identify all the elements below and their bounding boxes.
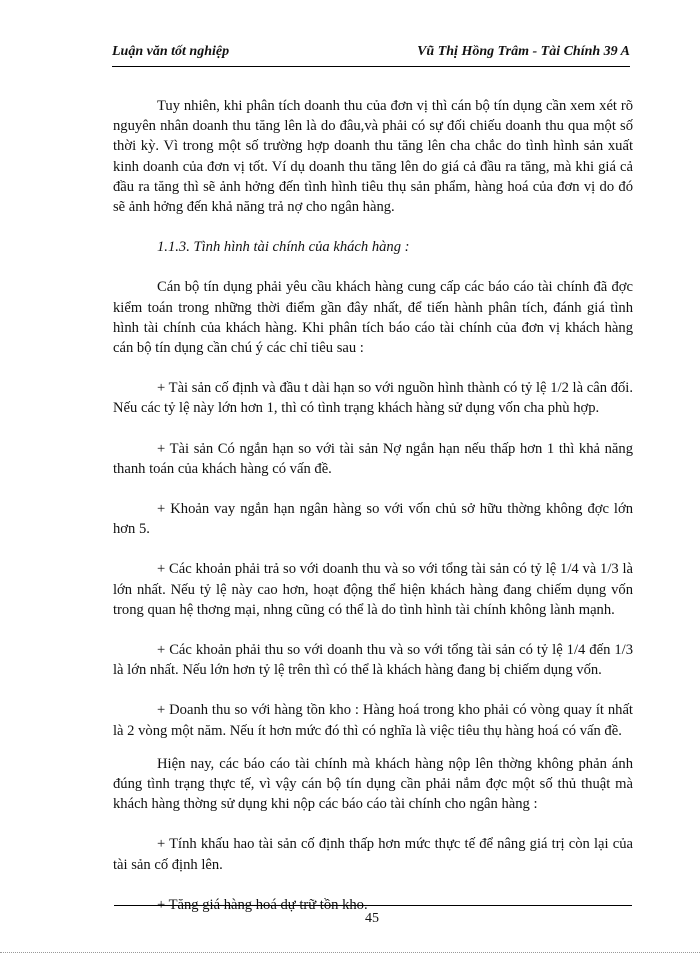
list-item: + Tính khấu hao tài sản cố định thấp hơn mức thực tế để nâng giá trị còn lại của tài sản cố định lên. (113, 836, 633, 873)
paragraph-revenue-analysis: Tuy nhiên, khi phân tích doanh thu của đơn vị thì cán bộ tín dụng cần xem xét rõ nguyên nhân doanh thu tăng lên là do đâu,và phải có sự đối chiếu doanh thu qua một số thời kỳ. Vì trong một số trường hợp doanh thu tăng lên cha chắc do tình hình sản xuất kinh doanh của đơn vị tốt. Ví dụ doanh thu tăng lên do giá cả đầu ra tăng, mà khi giá cả đầu ra tăng thì sẽ ảnh hởng đến tình hình tiêu thụ sản phẩm, hàng hoá của đơn vị do đó sẽ ảnh hởng đến khả năng trả nợ cho ngân hàng. (113, 98, 633, 216)
list-item: + Doanh thu so với hàng tồn kho : Hàng hoá trong kho phải có vòng quay ít nhất là 2 vòng một năm. Nếu ít hơn mức đó thì có nghĩa là việc tiêu thụ hàng hoá có vấn đề. (113, 702, 633, 739)
footer-divider (114, 905, 632, 906)
list-item: + Các khoản phải thu so với doanh thu và so với tổng tài sản có tỷ lệ 1/4 đến 1/3 là lớn nhất. Nếu lớn hơn tỷ lệ trên thì có thể là khách hàng đang bị chiếm dụng vốn. (113, 642, 633, 679)
header-thesis-label: Luận văn tốt nghiệp (112, 44, 230, 59)
page-edge-divider (0, 952, 700, 953)
running-header (112, 40, 630, 67)
section-heading: 1.1.3. Tình hình tài chính của khách hàng : (157, 239, 410, 256)
list-item: + Khoản vay ngắn hạn ngân hàng so với vốn chủ sở hữu thờng không đợc lớn hơn 5. (113, 501, 633, 538)
list-item: + Các khoản phải trả so với doanh thu và so với tổng tài sản có tỷ lệ 1/4 và 1/3 là lớn nhất. Nếu tỷ lệ này cao hơn, hoạt động thể hiện khách hàng đang chiếm dụng vốn trong quan hệ thơng mại, nhng cũng có thể là do tình hình tài chính không lành mạnh. (113, 561, 633, 618)
list-item: + Tăng giá hàng hoá dự trữ tồn kho. (157, 896, 368, 913)
page-body (113, 96, 633, 915)
list-item: + Tài sản Có ngắn hạn so với tài sản Nợ ngắn hạn nếu thấp hơn 1 thì khả năng thanh toán của khách hàng có vấn đề. (113, 440, 633, 477)
paragraph-tricks-intro: Hiện nay, các báo cáo tài chính mà khách hàng nộp lên thờng không phản ánh đúng tình trạng thực tế, vì vậy cán bộ tín dụng cần phải nắm đợc một số thủ thuật mà khách hàng thờng sử dụng khi nộp các báo cáo tài chính cho ngân hàng : (113, 755, 633, 813)
paragraph-financial-reports: Cán bộ tín dụng phải yêu cầu khách hàng cung cấp các báo cáo tài chính đã đợc kiểm toán trong những thời điểm gần đây nhất, để tiến hành phân tích, đánh giá tình hình tài chính của khách hàng. Khi phân tích báo cáo tài chính của đơn vị khách hàng cán bộ tín dụng cần chú ý các chỉ tiêu sau : (113, 279, 633, 357)
page-number: 45 (365, 911, 379, 926)
header-author-label: Vũ Thị Hồng Trâm - Tài Chính 39 A (417, 44, 630, 59)
list-item: + Tài sản cố định và đầu t dài hạn so với nguồn hình thành có tỷ lệ 1/2 là cân đối. Nếu các tỷ lệ này lớn hơn 1, thì có tình trạng khách hàng sử dụng vốn cha phù hợp. (113, 380, 633, 417)
